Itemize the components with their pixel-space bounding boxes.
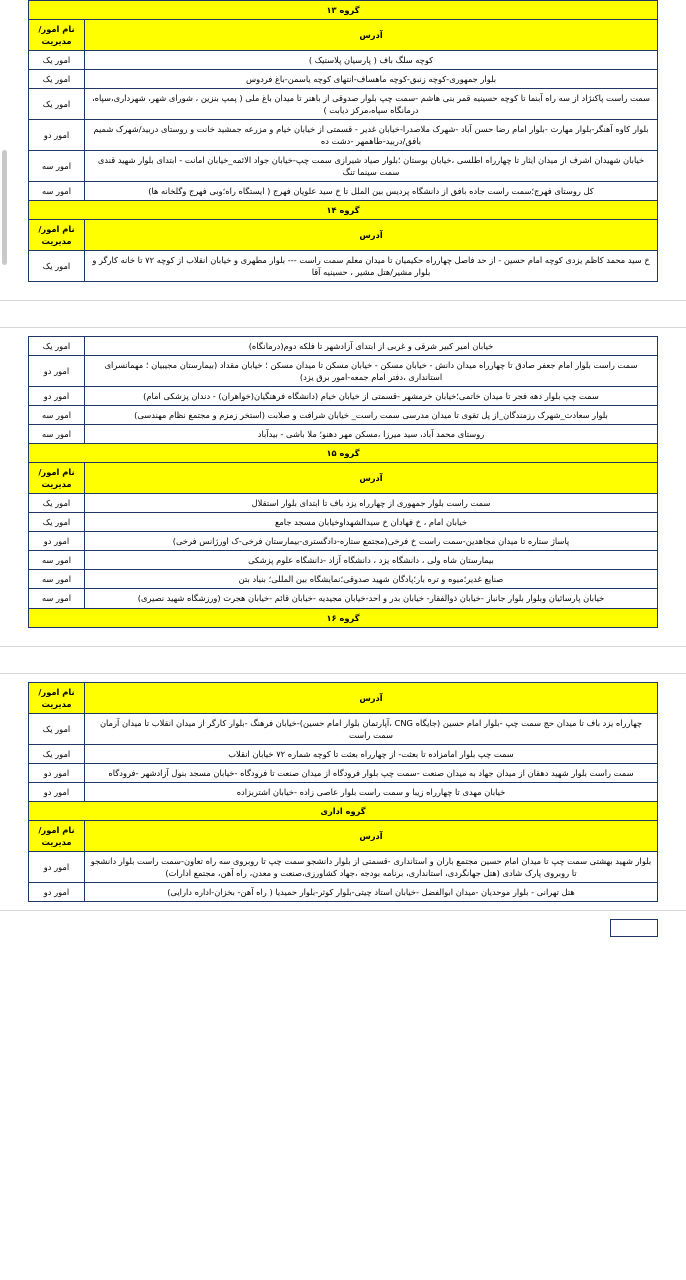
section-group-15-16 — [0, 336, 686, 637]
table-row — [29, 494, 658, 513]
cell-manager: امور سه — [29, 551, 85, 570]
table-row — [29, 713, 658, 744]
section-group-13-14 — [0, 0, 686, 292]
header-address: آدرس — [85, 682, 658, 713]
table-row — [29, 570, 658, 589]
cell-manager: امور دو — [29, 387, 85, 406]
spacer — [28, 282, 658, 292]
group-title: گروه اداری — [29, 801, 658, 820]
cell-address: هتل تهرانی - بلوار موحدیان -میدان ابوالفضل -خیابان استاد چیتی-بلوار کوثر-بلوار حمیدیا ( راه آهن- بخزان-اداره دارایی) — [85, 882, 658, 901]
header-manager: نام امور/مدیریت — [29, 20, 85, 51]
scrollbar-thumb[interactable] — [2, 150, 7, 265]
table-header-row — [29, 682, 658, 713]
table-header-row — [29, 820, 658, 851]
header-address: آدرس — [85, 220, 658, 251]
cell-address: سمت چپ بلوار دهه فجر تا میدان خاتمی؛خیابان خرمشهر -قسمتی از خیابان خیام (دانشگاه فرهنگیان(خواهران) - دندان پزشکی امام) — [85, 387, 658, 406]
cell-manager: امور دو — [29, 882, 85, 901]
cell-manager: امور دو — [29, 356, 85, 387]
group-title: گروه ۱۵ — [29, 444, 658, 463]
cell-manager: امور دو — [29, 851, 85, 882]
cell-address: خ سید محمد کاظم یزدی کوچه امام حسین - از حد فاصل چهارراه حکیمیان تا میدان معلم سمت راست --- بلوار مطهری و خیابان انقلاب از کوچه ۷۲ تا خانه کارگر و بلوار مشیر/هتل مشیر ، حسینیه آقا — [85, 251, 658, 282]
cell-manager: امور سه — [29, 589, 85, 608]
table-header-row — [29, 220, 658, 251]
section-group-16-edari — [0, 682, 686, 902]
cell-address: خیابان شهیدان اشرف از میدان ایثار تا چهارراه اطلسی ،خیابان بوستان ؛بلوار صیاد شیرازی سمت چپ-خیابان جواد الائمه_خیابان امانت - ابتدای بلوار شهید قندی سمت سینما تنگ — [85, 151, 658, 182]
cell-address: خیابان مهدی تا چهارراه زیبا و سمت راست بلوار عاصی زاده -خیابان اشتربزاده — [85, 782, 658, 801]
table-group-15 — [28, 336, 658, 627]
cell-address: سمت راست بلوار امام جعفر صادق تا چهارراه میدان دانش - خیابان مسکن - خیابان مسکن تا میدان مسکن ؛ خیابان مقداد (بیمارستان مجیبیان ؛ مهمانسرای استانداری ،دفتر امام جمعه-امور برق یزد) — [85, 356, 658, 387]
group-title: گروه ۱۳ — [29, 1, 658, 20]
header-address: آدرس — [85, 20, 658, 51]
table-group-13 — [28, 0, 658, 282]
table-row — [29, 513, 658, 532]
cell-address: بلوار کاوه آهنگر-بلوار مهارت -بلوار امام رضا حسن آباد -شهرک ملاصدرا-خیابان غدیر - قسمتی از خیابان خیام و مزرعه جمشید خانت و روستای دربید/شهرک شمیم بافق/دربید-طاهمهر -دشت ده — [85, 120, 658, 151]
table-row — [29, 337, 658, 356]
table-row — [29, 763, 658, 782]
table-group-16 — [28, 682, 658, 902]
table-row — [29, 551, 658, 570]
cell-manager: امور دو — [29, 120, 85, 151]
header-manager: نام امور/مدیریت — [29, 220, 85, 251]
cell-manager: امور سه — [29, 570, 85, 589]
header-manager: نام امور/مدیریت — [29, 463, 85, 494]
table-row — [29, 89, 658, 120]
table-header-row — [29, 20, 658, 51]
cell-manager: امور سه — [29, 182, 85, 201]
spacer — [28, 628, 658, 638]
table-row — [29, 70, 658, 89]
table-row — [29, 406, 658, 425]
cell-manager: امور یک — [29, 89, 85, 120]
cell-manager: امور یک — [29, 713, 85, 744]
table-row — [29, 356, 658, 387]
table-row — [29, 151, 658, 182]
cell-address: خیابان پارسائیان وبلوار بلوار جانباز -خیابان ذوالفقار- خیابان بدر و احد-خیابان مجیدیه -خیابان قائم -خیابان هجرت (ورزشگاه شهید نصیری) — [85, 589, 658, 608]
table-row — [29, 425, 658, 444]
table-row — [29, 532, 658, 551]
cell-address: کوچه سلگ باف ( پارسیان پلاستیک ) — [85, 51, 658, 70]
cell-address: بلوار جمهوری-کوچه زنبق-کوچه ماهساف-انتهای کوچه یاسمن-باغ فردوس — [85, 70, 658, 89]
cell-address: سمت چپ بلوار امامزاده تا بعثت- از چهارراه بعثت تا کوچه شماره ۷۲ خیابان انقلاب — [85, 744, 658, 763]
cell-manager: امور یک — [29, 513, 85, 532]
table-header-row — [29, 463, 658, 494]
cell-address: روستای محمد آباد، سید میرزا ،مسکن مهر دهنو؛ ملا باشی - بیدآباد — [85, 425, 658, 444]
table-row — [29, 251, 658, 282]
table-row — [29, 51, 658, 70]
header-manager: نام امور/مدیریت — [29, 820, 85, 851]
cell-manager: امور سه — [29, 406, 85, 425]
cell-address: چهارراه یزد باف تا میدان حج سمت چپ -بلوار امام حسین (جایگاه CNG ،آپارتمان بلوار امام حسین)-خیابان فرهنگ -بلوار کارگر از میدان انقلاب تا میدان آرمان سمت راست — [85, 713, 658, 744]
header-manager: نام امور/مدیریت — [29, 682, 85, 713]
page-footer — [0, 910, 686, 945]
cell-manager: امور یک — [29, 51, 85, 70]
table-row — [29, 182, 658, 201]
cell-manager: امور یک — [29, 251, 85, 282]
group-title-row — [29, 444, 658, 463]
cell-manager: امور یک — [29, 337, 85, 356]
cell-address: سمت راست پاکنژاد از سه راه آبنما تا کوچه حسینیه قمر بنی هاشم -سمت چپ بلوار صدوقی از باهنر تا میدان باغ ملی ( پمپ بنزین ، شورای شهر، شهرداری،سپاه، درمانگاه سپاه،مرکز دیابت ) — [85, 89, 658, 120]
page-break-2 — [0, 646, 686, 674]
cell-address: بلوار شهید بهشتی سمت چپ تا میدان امام حسین مجتمع باران و استانداری -قسمتی از بلوار دانشجو سمت چپ تا روبروی سه راه تعاون-سمت راست بلوار دانشجو تا روبروی پارک شادی (هتل جهانگردی، استانداری، برنامه بودجه ،جهاد کشاورزی،صنعت و معدن، راه آهن، مجتمع ادارات) — [85, 851, 658, 882]
cell-manager: امور سه — [29, 151, 85, 182]
cell-address: پاساژ ستاره تا میدان مجاهدین-سمت راست خ فرخی(مجتمع ستاره-دادگستری-بیمارستان فرخی-ک اورژانس فرخی) — [85, 532, 658, 551]
cell-address: سمت راست بلوار جمهوری از چهارراه یزد باف تا ابتدای بلوار استقلال — [85, 494, 658, 513]
group-title-row — [29, 201, 658, 220]
group-title: گروه ۱۶ — [29, 608, 658, 627]
table-row — [29, 782, 658, 801]
footer-cell — [610, 919, 658, 937]
cell-manager: امور دو — [29, 782, 85, 801]
table-row — [29, 120, 658, 151]
cell-manager: امور سه — [29, 425, 85, 444]
table-row — [29, 744, 658, 763]
group-title: گروه ۱۴ — [29, 201, 658, 220]
group-title-row — [29, 1, 658, 20]
cell-manager: امور یک — [29, 744, 85, 763]
table-row — [29, 851, 658, 882]
cell-address: صنایع غدیر؛میوه و تره بار؛پادگان شهید صدوقی؛نمایشگاه بین المللی؛ بنیاد بتن — [85, 570, 658, 589]
cell-manager: امور یک — [29, 70, 85, 89]
cell-address: کل روستای فهرج؛سمت راست جاده بافق از دانشگاه پردیس بین الملل تا خ سید علویان فهرج ( ایستگاه راه؛وبی فهرج وگلخانه ها) — [85, 182, 658, 201]
cell-manager: امور یک — [29, 494, 85, 513]
header-address: آدرس — [85, 463, 658, 494]
cell-address: بلوار سعادت_شهرک رزمندگان_از پل تقوی تا میدان مدرسی سمت راست_ خیابان شرافت و صلابت (استخر زمزم و مجتمع نظام مهندسی) — [85, 406, 658, 425]
cell-address: بیمارستان شاه ولی ، دانشگاه یزد ، دانشگاه آزاد -دانشگاه علوم پزشکی — [85, 551, 658, 570]
table-row — [29, 387, 658, 406]
group-title-row — [29, 801, 658, 820]
cell-address: خیابان امیر کبیر شرقی و غربی از ابتدای آزادشهر تا فلکه دوم(درمانگاه) — [85, 337, 658, 356]
cell-address: خیابان امام ، خ فهادان خ سیدالشهداوخیابان مسجد جامع — [85, 513, 658, 532]
cell-address: سمت راست بلوار شهید دهقان از میدان جهاد به میدان صنعت -سمت چپ بلوار فرودگاه از میدان صنعت تا فرودگاه -خیابان مسجد بنول آزادشهر -فرودگاه — [85, 763, 658, 782]
cell-manager: امور دو — [29, 763, 85, 782]
table-row — [29, 589, 658, 608]
header-address: آدرس — [85, 820, 658, 851]
page-break-1 — [0, 300, 686, 328]
group-title-row — [29, 608, 658, 627]
table-row — [29, 882, 658, 901]
cell-manager: امور دو — [29, 532, 85, 551]
